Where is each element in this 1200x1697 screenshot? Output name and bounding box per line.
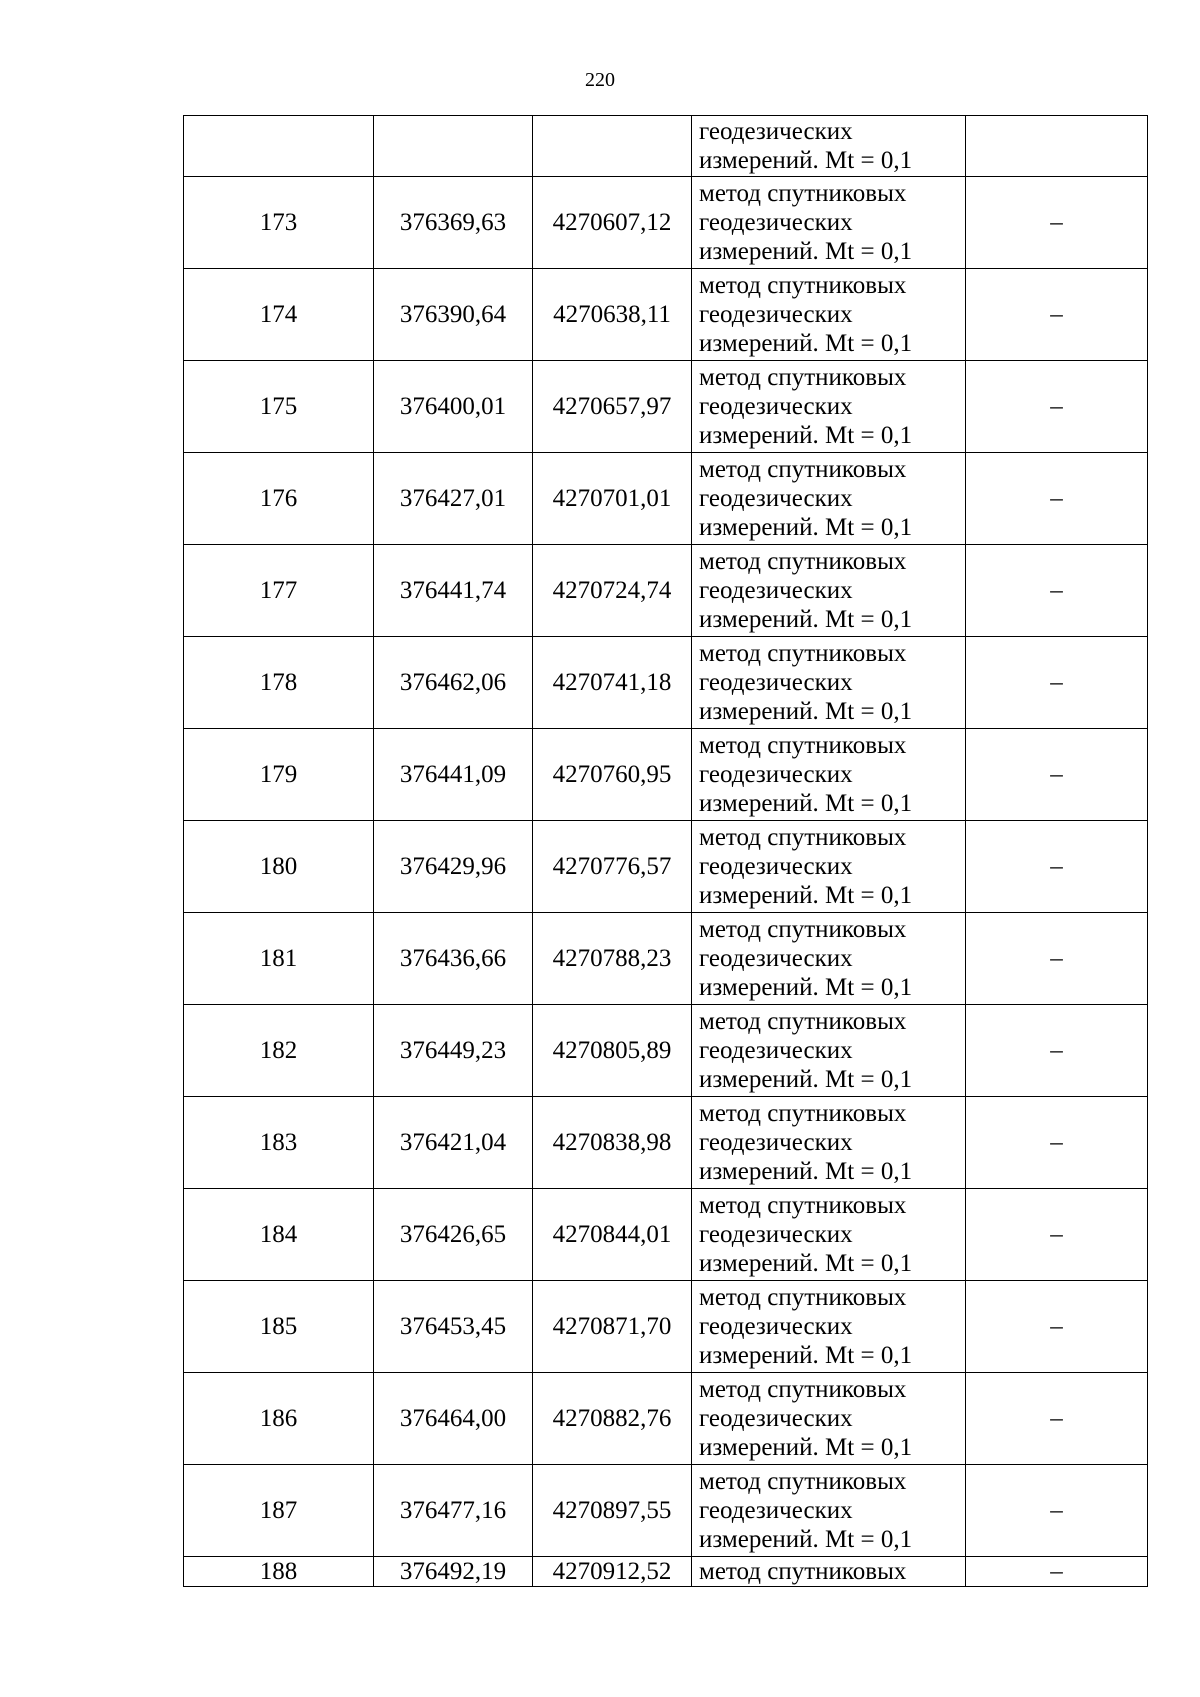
cell-y: 4270638,11	[533, 269, 692, 361]
method-line: метод спутниковых	[699, 640, 907, 667]
method-line: геодезических	[699, 1313, 853, 1340]
cell-note: –	[966, 913, 1148, 1005]
cell-x: 376427,01	[374, 453, 533, 545]
table-row-continuation	[184, 116, 1148, 177]
method-line: метод спутниковых	[699, 364, 907, 391]
cell-point: 180	[184, 821, 374, 913]
cell-method	[692, 1097, 966, 1189]
cell-y: 4270871,70	[533, 1281, 692, 1373]
method-line: измерений. Mt = 0,1	[699, 606, 913, 633]
method-line: измерений. Mt = 0,1	[699, 698, 913, 725]
cell-method	[692, 637, 966, 729]
method-line: метод спутниковых	[699, 824, 907, 851]
cell-x: 376464,00	[374, 1373, 533, 1465]
method-line: геодезических	[699, 1037, 853, 1064]
method-line: метод спутниковых	[699, 1376, 907, 1403]
cell-point: 188	[184, 1557, 374, 1587]
method-line: метод спутниковых	[699, 272, 907, 299]
cell-point: 174	[184, 269, 374, 361]
method-line: метод спутниковых	[699, 1468, 907, 1495]
cell-y: 4270776,57	[533, 821, 692, 913]
cell-method	[692, 821, 966, 913]
method-line: измерений. Mt = 0,1	[699, 238, 913, 265]
cell-note: –	[966, 1281, 1148, 1373]
method-line: метод спутниковых	[699, 732, 907, 759]
method-line: измерений. Mt = 0,1	[699, 974, 913, 1001]
cell-point: 181	[184, 913, 374, 1005]
method-line: геодезических	[699, 1497, 853, 1524]
cell-point: 179	[184, 729, 374, 821]
cell-x: 376449,23	[374, 1005, 533, 1097]
cell-x: 376426,65	[374, 1189, 533, 1281]
method-line: измерений. Mt = 0,1	[699, 1158, 913, 1185]
table-row	[184, 453, 1148, 545]
method-line: измерений. Mt = 0,1	[699, 422, 913, 449]
cell-note: –	[966, 177, 1148, 269]
method-line: геодезических	[699, 301, 853, 328]
cell-method	[692, 1465, 966, 1557]
cell-note: –	[966, 729, 1148, 821]
cell-point: 186	[184, 1373, 374, 1465]
cell-x: 376390,64	[374, 269, 533, 361]
cell-x: 376462,06	[374, 637, 533, 729]
cell-y: 4270844,01	[533, 1189, 692, 1281]
method-line: геодезических	[699, 393, 853, 420]
cell-y: 4270838,98	[533, 1097, 692, 1189]
method-line: геодезических	[699, 1129, 853, 1156]
cell-method	[692, 545, 966, 637]
method-line: геодезических	[699, 669, 853, 696]
cell-method	[692, 1281, 966, 1373]
method-line: измерений. Mt = 0,1	[699, 1066, 913, 1093]
cell-method	[692, 1189, 966, 1281]
method-line: измерений. Mt = 0,1	[699, 1434, 913, 1461]
cell-method	[692, 269, 966, 361]
cell-x: 376441,09	[374, 729, 533, 821]
table-row	[184, 913, 1148, 1005]
method-line: геодезических	[699, 853, 853, 880]
cell-y: 4270657,97	[533, 361, 692, 453]
cell-point: 178	[184, 637, 374, 729]
cell-y: 4270701,01	[533, 453, 692, 545]
cell-note: –	[966, 453, 1148, 545]
cell-note: –	[966, 637, 1148, 729]
cell-y: 4270805,89	[533, 1005, 692, 1097]
method-line: измерений. Mt = 0,1	[699, 147, 913, 174]
cell-method	[692, 1005, 966, 1097]
cell-method	[692, 177, 966, 269]
cell-point: 187	[184, 1465, 374, 1557]
cell-note: –	[966, 1097, 1148, 1189]
cell-y	[533, 116, 692, 177]
cell-x: 376421,04	[374, 1097, 533, 1189]
table-row	[184, 1005, 1148, 1097]
cell-point: 173	[184, 177, 374, 269]
cell-x	[374, 116, 533, 177]
cell-note: –	[966, 1373, 1148, 1465]
cell-x: 376436,66	[374, 913, 533, 1005]
table-row	[184, 1281, 1148, 1373]
cell-y: 4270912,52	[533, 1557, 692, 1587]
table-row	[184, 637, 1148, 729]
method-line: метод спутниковых	[699, 1008, 907, 1035]
cell-x: 376400,01	[374, 361, 533, 453]
cell-method	[692, 361, 966, 453]
method-line: метод спутниковых	[699, 456, 907, 483]
cell-x: 376369,63	[374, 177, 533, 269]
cell-note: –	[966, 269, 1148, 361]
cell-y: 4270897,55	[533, 1465, 692, 1557]
table-row	[184, 1557, 1148, 1587]
method-line: метод спутниковых	[699, 1558, 907, 1585]
coordinates-table	[183, 115, 1148, 1587]
cell-note: –	[966, 821, 1148, 913]
method-line: геодезических	[699, 118, 853, 145]
cell-method	[692, 116, 966, 177]
table-row	[184, 1189, 1148, 1281]
method-line: метод спутниковых	[699, 916, 907, 943]
cell-method	[692, 453, 966, 545]
cell-y: 4270788,23	[533, 913, 692, 1005]
cell-y: 4270882,76	[533, 1373, 692, 1465]
method-line: измерений. Mt = 0,1	[699, 514, 913, 541]
method-line: метод спутниковых	[699, 180, 907, 207]
method-line: метод спутниковых	[699, 1192, 907, 1219]
cell-note: –	[966, 1189, 1148, 1281]
method-line: измерений. Mt = 0,1	[699, 330, 913, 357]
method-line: измерений. Mt = 0,1	[699, 1526, 913, 1553]
method-line: геодезических	[699, 945, 853, 972]
table-row	[184, 729, 1148, 821]
cell-method	[692, 729, 966, 821]
cell-note: –	[966, 1557, 1148, 1587]
method-line: метод спутниковых	[699, 1284, 907, 1311]
table-row	[184, 1373, 1148, 1465]
cell-x: 376429,96	[374, 821, 533, 913]
cell-method	[692, 1557, 966, 1587]
cell-x: 376453,45	[374, 1281, 533, 1373]
cell-note: –	[966, 1005, 1148, 1097]
cell-x: 376477,16	[374, 1465, 533, 1557]
cell-x: 376441,74	[374, 545, 533, 637]
cell-note: –	[966, 1465, 1148, 1557]
method-line: метод спутниковых	[699, 548, 907, 575]
table-row	[184, 361, 1148, 453]
cell-y: 4270760,95	[533, 729, 692, 821]
cell-note: –	[966, 361, 1148, 453]
table-row	[184, 821, 1148, 913]
table-row	[184, 269, 1148, 361]
method-line: измерений. Mt = 0,1	[699, 790, 913, 817]
method-line: измерений. Mt = 0,1	[699, 882, 913, 909]
method-line: измерений. Mt = 0,1	[699, 1250, 913, 1277]
table-row	[184, 1465, 1148, 1557]
cell-note	[966, 116, 1148, 177]
method-line: геодезических	[699, 577, 853, 604]
method-line: измерений. Mt = 0,1	[699, 1342, 913, 1369]
method-line: геодезических	[699, 1221, 853, 1248]
cell-point: 185	[184, 1281, 374, 1373]
table-row	[184, 545, 1148, 637]
method-line: геодезических	[699, 761, 853, 788]
cell-method	[692, 913, 966, 1005]
cell-x: 376492,19	[374, 1557, 533, 1587]
page-number: 220	[585, 69, 615, 91]
cell-point	[184, 116, 374, 177]
method-line: геодезических	[699, 1405, 853, 1432]
cell-point: 183	[184, 1097, 374, 1189]
cell-point: 177	[184, 545, 374, 637]
table-body	[184, 116, 1148, 1587]
cell-point: 184	[184, 1189, 374, 1281]
cell-point: 182	[184, 1005, 374, 1097]
cell-method	[692, 1373, 966, 1465]
method-line: геодезических	[699, 485, 853, 512]
method-line: метод спутниковых	[699, 1100, 907, 1127]
cell-point: 176	[184, 453, 374, 545]
method-line: геодезических	[699, 209, 853, 236]
cell-point: 175	[184, 361, 374, 453]
cell-y: 4270741,18	[533, 637, 692, 729]
table-row	[184, 177, 1148, 269]
cell-y: 4270724,74	[533, 545, 692, 637]
table-row	[184, 1097, 1148, 1189]
cell-y: 4270607,12	[533, 177, 692, 269]
cell-note: –	[966, 545, 1148, 637]
